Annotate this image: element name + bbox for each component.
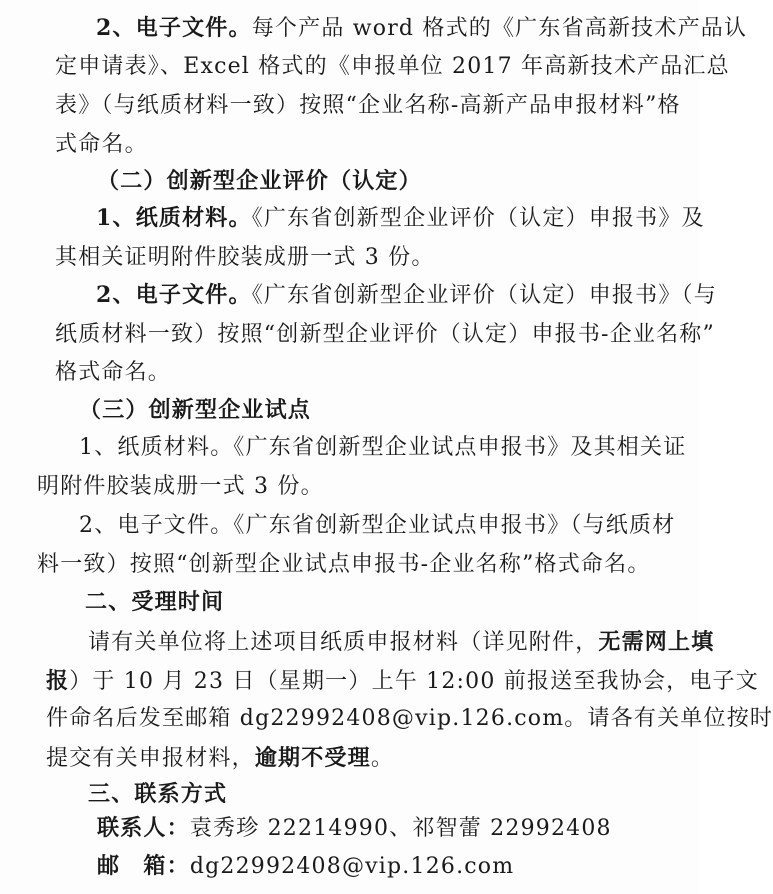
body-text: 请有关单位将上述项目纸质申报材料（详见附件， — [88, 630, 599, 655]
paragraph-line: 定申请表》、Excel 格式的《申报单位 2017 年高新技术产品汇总 — [55, 54, 730, 79]
item-heading: 1、纸质材料。 — [96, 205, 252, 231]
paragraph-line: 格式命名。 — [55, 360, 172, 385]
email-line — [97, 851, 514, 882]
paragraph-line: 1、纸质材料。《广东省创新型企业试点申报书》及其相关证 — [79, 435, 687, 460]
body-text: 。 — [370, 746, 395, 771]
paragraph-line — [96, 13, 747, 44]
body-text: 《广东省创新型企业评价（认定）申报书》及 — [251, 206, 705, 231]
paragraph-line: 式命名。 — [55, 132, 148, 157]
email-value: dg22992408@vip.126.com — [189, 854, 515, 879]
paragraph-line: 其相关证明附件胶装成册一式 3 份。 — [55, 245, 435, 270]
paragraph-line: 表》（与纸质材料一致）按照“企业名称-高新产品申报材料”格 — [55, 93, 681, 118]
paragraph-line: 纸质材料一致）按照“创新型企业评价（认定）申报书-企业名称” — [55, 322, 715, 347]
item-heading: 2、电子文件。 — [96, 15, 252, 41]
emphasis-text: 无需网上填 — [598, 629, 715, 655]
body-text: 提交有关申报材料， — [46, 746, 255, 771]
paragraph-line: 2、电子文件。《广东省创新型企业试点申报书》（与纸质材 — [79, 513, 676, 538]
paragraph-line — [46, 666, 759, 697]
paragraph-line: 件命名后发至邮箱 dg22992408@vip.126.com。请各有关单位按时 — [46, 706, 773, 731]
section-heading: （二）创新型企业评价（认定） — [97, 168, 422, 194]
body-text: ）于 10 月 23 日（星期一）上午 12:00 前报送至我协会，电子文 — [69, 669, 759, 694]
contact-value: 袁秀珍 22214990、祁智蕾 22992408 — [189, 816, 612, 841]
emphasis-text: 逾期不受理 — [254, 745, 371, 771]
section-heading: 三、联系方式 — [88, 781, 228, 807]
email-label: 邮 箱： — [97, 853, 190, 879]
paragraph-line — [88, 627, 714, 658]
body-text: 《广东省创新型企业评价（认定）申报书》（与 — [251, 283, 717, 308]
contact-line — [97, 813, 612, 844]
paragraph-line: 明附件胶装成册一式 3 份。 — [37, 474, 324, 499]
paragraph-line — [96, 280, 717, 311]
contact-label: 联系人： — [97, 815, 190, 841]
paragraph-line — [96, 203, 705, 234]
emphasis-text: 报 — [46, 668, 70, 694]
body-text: 每个产品 word 格式的《广东省高新技术产品认 — [251, 16, 748, 41]
section-heading: 二、受理时间 — [85, 589, 225, 615]
section-heading: （三）创新型企业试点 — [79, 397, 312, 423]
paragraph-line — [46, 743, 394, 774]
item-heading: 2、电子文件。 — [96, 282, 252, 308]
paragraph-line: 料一致）按照“创新型企业试点申报书-企业名称”格式命名。 — [37, 552, 651, 577]
